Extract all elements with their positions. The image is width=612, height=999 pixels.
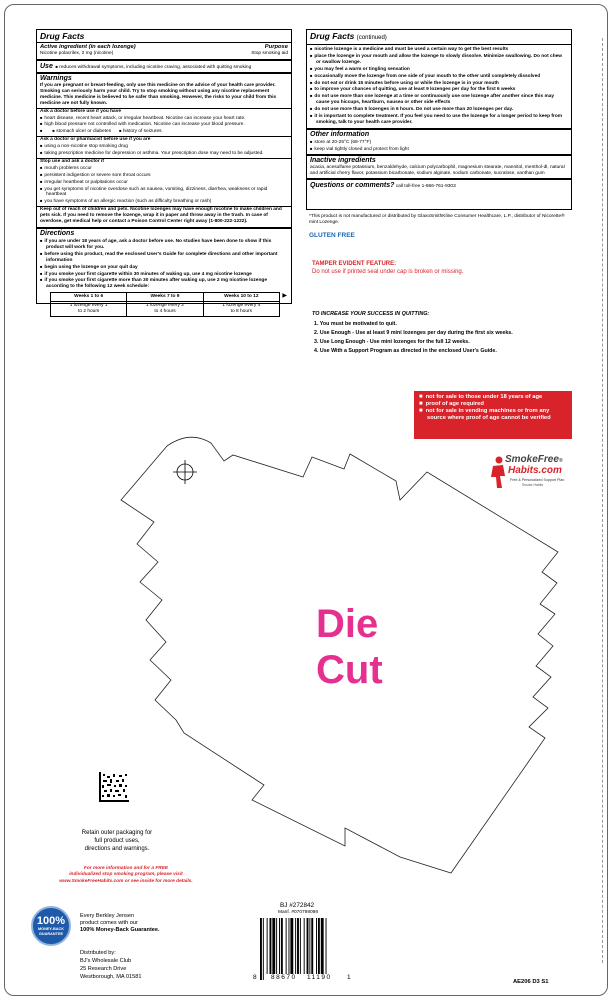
schedule-header: Weeks 1 to 6 (51, 293, 127, 302)
list-item: ■ high blood pressure not controlled with medication. Nicotine can increase your blood pressure. (40, 121, 288, 128)
text-line: 100% Money-Back Guarantee. (80, 927, 160, 933)
logo-line1: SmokeFree (505, 454, 559, 465)
text-line: product comes with our (80, 920, 138, 926)
list-item: ■ begin using the lozenge on your quit day (40, 264, 288, 271)
list-item: ■ persistent indigestion or severe sore throat occurs (40, 172, 288, 179)
other-information-heading: Other information (310, 130, 370, 138)
logo-tagline: Free & Personalized Support Plan (510, 478, 565, 482)
barcode-right-digit: 1 (347, 974, 351, 981)
list-item: ■ before using this product, read the enclosed User's Guide for complete directions and other important information (40, 251, 288, 264)
barcode-bar (281, 918, 283, 974)
barcode-bar (304, 918, 305, 974)
list-item: ■ nicotine lozenge is a medicine and must be used a certain way to get the best results (310, 46, 568, 53)
list-item: ■ do not use more than 5 lozenges in 6 hours. Do not use more than 20 lozenges per day. (310, 106, 568, 113)
drug-facts-title: Drug Facts (40, 31, 85, 41)
use-text: reduces withdrawal symptoms, including nicotine craving, associated with quitting smoking (59, 64, 252, 70)
print-code: AE206 D3 S1 (513, 979, 549, 985)
barcode-bar (318, 918, 320, 974)
barcode-bar (276, 918, 277, 974)
active-ingredient-heading: Active ingredient (in each lozenge) (40, 44, 136, 50)
list-item: ■ heart disease, recent heart attack, or irregular heartbeat. Nicotine can increase your heart rate. (40, 115, 288, 122)
barcode-bar (321, 918, 324, 974)
use-heading: Use (40, 62, 53, 70)
barcode-bar (260, 918, 262, 980)
drug-facts-panel-left: Drug Facts Active ingredient (in each lozenge) Purpose Nicotine polacrilex, 2 mg (nicotine) Stop smoking aid Use ■ reduces withdrawal symptoms, including nicotine craving, associated with quitting smoking Warnings If you are pregnant or breast-feeding, only use this medicine on the advice of your health care provider. Smoking can seriously harm your child. Try to stop smoking without using any nicotine replacement medicine. This medicine is believed to be safer than smoking. However, the risks to your child from this medicine are not fully known. Ask a doctor before use if you have ■ heart disease, recent heart attack, or irregular heartbeat. Nicotine can increase your heart rate. ■ high blood pressure not controlled with medication. Nicotine can increase your blood pressure. ■ ■ stomach ulcer or diabetes ■ history of seizures Ask a doctor or pharmacist before use if you are ■ using a non-nicotine stop smoking drug ■ taking prescription medicine for depression or asthma. Your prescription dose may need to be adjusted. Stop use and ask a doctor if ■ mouth problems occur ■ persistent indigestion or severe sore throat occurs ■ irregular heartbeat or palpitations occur ■ you get symptoms of nicotine overdose such as nausea, vomiting, dizziness, diarrhea, weakness or rapid heartbeat ■ you have symptoms of an allergic reaction (such as difficulty breathing or rash) Keep out of reach of children and pets. Nicotine lozenges may have enough nicotine to make children and pets sick. If you need to remove the lozenge, wrap it in paper and throw away in the trash. In case of overdose, get medical help or contact a Poison Control Center right away (1-800-222-1222). Directions ■ if you are under 18 years of age, ask a doctor before use. No studies have been done to show if this product will work for you. ■ before using this product, read the enclosed User's Guide for complete directions and other important information ■ begin using the lozenge on your quit day ■ if you smoke your first cigarette within 30 minutes of waking up, use 4 mg nicotine lozenge ■ if you smoke your first cigarette more than 30 minutes after waking up, use 2 mg nicotine lozenge according to the following 12 week schedule: Weeks 1 to 6 Weeks 7 to 9 Weeks 10 to 12 1 lozenge every 1 to 2 hours 1 lozenge every 2 to 4 hours 1 lozenge every 4 to 8 hours ▶ (36, 29, 292, 304)
drug-facts-title: Drug Facts (310, 31, 355, 41)
purpose: Stop smoking aid (251, 51, 288, 57)
list-item: ■ occasionally move the lozenge from one side of your mouth to the other until completely dissolved (310, 73, 568, 80)
active-ingredient: Nicotine polacrilex, 2 mg (nicotine) (40, 51, 114, 57)
barcode-bar (307, 918, 309, 974)
ask-pharmacist-heading: Ask a doctor or pharmacist before use if you are (40, 137, 151, 143)
list-item: 1. You must be motivated to quit. (314, 321, 397, 327)
list-item: ■ keep vial tightly closed and protect from light (310, 146, 568, 153)
logo-tagline2: Smoke Habits (522, 483, 544, 487)
stop-use-heading: Stop use and ask a doctor if (40, 158, 104, 164)
distributor-text (80, 949, 141, 981)
barcode-bar (263, 918, 264, 980)
barcode-bar (270, 918, 272, 974)
crosshair-icon (173, 460, 197, 484)
text-line: individualized stop smoking program, please visit (69, 872, 183, 878)
barcode-bar (309, 918, 310, 974)
barcode-bar (267, 918, 268, 974)
more-info-text (46, 866, 206, 885)
barcode-group2: 11190 (307, 974, 332, 981)
questions-heading: Questions or comments? (310, 181, 395, 189)
barcode-group1: 88670 (271, 974, 297, 981)
list-item: ■ taking prescription medicine for depression or asthma. Your prescription dose may need to be adjusted. (40, 150, 288, 157)
barcode-left-digit: 8 (253, 974, 257, 981)
barcode-bar (316, 918, 317, 974)
barcode-bar (295, 918, 296, 980)
text-line: www.SmokeFreeHabits.com or see inside for more details. (59, 878, 193, 884)
purpose-heading: Purpose (264, 44, 288, 50)
success-heading: TO INCREASE YOUR SUCCESS IN QUITTING: (312, 311, 430, 317)
schedule-header: Weeks 10 to 12 (203, 293, 279, 302)
inactive-ingredients-heading: Inactive ingredients (310, 156, 376, 164)
manufacturer-number: Manf. #070798098 (278, 910, 319, 915)
die-cut-label-line2: Cut (316, 648, 383, 692)
data-matrix-code (99, 772, 129, 802)
barcode-bar (289, 918, 290, 974)
retain-packaging-text (72, 829, 162, 853)
barcode-bar (297, 918, 299, 974)
list-item: ■ proof of age required (419, 401, 567, 408)
barcode-bar (286, 918, 287, 974)
inactive-ingredients-text: acacia, acesulfame potassium, benzaldehyde, calcium polycarbophil, magnesium stearate, mannitol, menthol-dl, natural and artificial cherry flavor, potassium bicarbonate, sodium alginate, sodium carbonate, sucralose, xanthan gum (310, 164, 565, 176)
list-item: ■ it is important to complete treatment. If you feel you need to use the lozenge for a longer period to keep from smoking, talk to your health care provider. (310, 113, 568, 126)
text-line: Retain outer packaging for (81, 830, 153, 836)
directions-heading: Directions (40, 230, 75, 237)
guarantee-text (80, 913, 160, 934)
list-item: ■ using a non-nicotine stop smoking drug (40, 143, 288, 150)
tamper-evident-text: Do not use if printed seal under cap is broken or missing. (312, 269, 464, 275)
logo-line2: Habits.com (508, 465, 562, 476)
badge-line1: MONEY-BACK (38, 927, 64, 931)
list-item: ■ mouth problems occur (40, 165, 288, 172)
list-item: ■ do not use more than one lozenge at a time or continuously use one lozenge after another since this may cause you hiccups, heartburn, nausea or other side effects (310, 93, 568, 106)
list-item: ■ irregular heartbeat or palpitations occur (40, 179, 288, 186)
badge-percent: 100% (36, 915, 66, 927)
tamper-evident-heading: TAMPER EVIDENT FEATURE: (312, 261, 397, 267)
continued-label: (continued) (356, 35, 387, 41)
barcode-bar (311, 918, 313, 974)
registered-mark: ® (558, 458, 563, 464)
barcode-bar (279, 918, 280, 974)
barcode-bar (272, 918, 275, 974)
disclaimer-text: *This product is not manufactured or distributed by GlaxoSmithKline Consumer Healthcare, L.P., distributor of Nicorette® mint Lozenge. (309, 214, 565, 225)
list-item: 3. Use Long Enough - Use mini lozenges for the full 12 weeks. (314, 339, 470, 345)
list-item: ■ history of seizures (119, 128, 162, 135)
keep-out-of-reach: Keep out of reach of children and pets. Nicotine lozenges may have enough nicotine to make children and pets sick. If you need to remove the lozenge, wrap it in paper and throw away in the trash. In case of overdose, get medical help or contact a Poison Control Center right away (1-800-222-1222). (40, 207, 282, 225)
list-item: ■ if you smoke your first cigarette within 30 minutes of waking up, use 4 mg nicotine lozenge (40, 271, 288, 278)
text-line: Every Berkley Jensen (80, 913, 135, 919)
ask-doctor-heading: Ask a doctor before use if you have (40, 108, 122, 114)
list-item: ■ not for sale to those under 18 years of age (419, 394, 567, 401)
text-line: BJ's Wholesale Club (80, 958, 132, 964)
barcode-bar (326, 918, 327, 980)
text-line: Distributed by: (80, 950, 116, 956)
money-back-guarantee-badge (31, 906, 71, 946)
list-item: 4. Use With a Support Program as directed in the enclosed User's Guide. (314, 348, 497, 354)
schedule-header: Weeks 7 to 9 (127, 293, 203, 302)
schedule-cell: 1 lozenge every 1 to 2 hours (51, 302, 127, 317)
list-item: ■ store at 20-25°C (68-77°F) (310, 139, 568, 146)
upc-barcode (258, 918, 348, 980)
warnings-intro: If you are pregnant or breast-feeding, only use this medicine on the advice of your health care provider. Smoking can seriously harm your child. Try to stop smoking without using any nicotine replacement medicine. This medicine is believed to be safer than smoking. However, the risks to your child from this medicine are not fully known. (40, 82, 277, 106)
list-item: ■ do not eat or drink 15 minutes before using or while the lozenge is in your mouth (310, 80, 568, 87)
gluten-free-label: GLUTEN FREE (309, 232, 355, 239)
schedule-cell: 1 lozenge every 4 to 8 hours (203, 302, 279, 317)
list-item: ■ if you smoke your first cigarette more than 30 minutes after waking up, use 2 mg nicotine lozenge according to the following 12 week schedule: (40, 277, 288, 290)
schedule-cell: 1 lozenge every 2 to 4 hours (127, 302, 203, 317)
list-item: ■ if you are under 18 years of age, ask a doctor before use. No studies have been done to show if this product will work for you. (40, 238, 288, 251)
list-item: ■ to improve your chances of quitting, use at least 9 lozenges per day for the first 6 weeks (310, 86, 568, 93)
barcode-bar (300, 918, 301, 974)
questions-phone: call toll-free 1-866-761-9303 (395, 183, 456, 189)
die-cut-label-line1: Die (316, 602, 379, 646)
badge-line2: GUARANTEE (38, 931, 64, 936)
list-item: ■ you have symptoms of an allergic reaction (such as difficulty breathing or rash) (40, 198, 288, 205)
barcode-bar (290, 918, 293, 974)
bj-number: BJ #272842 (280, 902, 315, 909)
text-line: For more information and for a FREE (83, 866, 169, 871)
list-item: ■ not for sale in vending machines or from any source where proof of age cannot be verified (419, 408, 567, 422)
list-item: 2. Use Enough - Use at least 9 mini lozenges per day during the first six weeks. (314, 330, 513, 336)
list-item: ■ you may feel a warm or tingling sensation (310, 66, 568, 73)
list-item: ■ ■ stomach ulcer or diabetes (52, 128, 112, 135)
continued-arrow-icon: ▶ (282, 292, 287, 299)
list-item: ■ place the lozenge in your mouth and allow the lozenge to slowly dissolve. Minimize swallowing. Do not chew or swallow lozenge. (310, 53, 568, 66)
list-item: ■ you get symptoms of nicotine overdose such as nausea, vomiting, dizziness, diarrhea, weakness or rapid heartbeat (40, 186, 288, 199)
text-line: full product uses, (94, 838, 140, 844)
text-line: 25 Research Drive (80, 966, 127, 972)
text-line: directions and warnings. (84, 846, 150, 852)
warnings-heading: Warnings (40, 74, 72, 82)
text-line: Westborough, MA 01581 (80, 974, 142, 980)
